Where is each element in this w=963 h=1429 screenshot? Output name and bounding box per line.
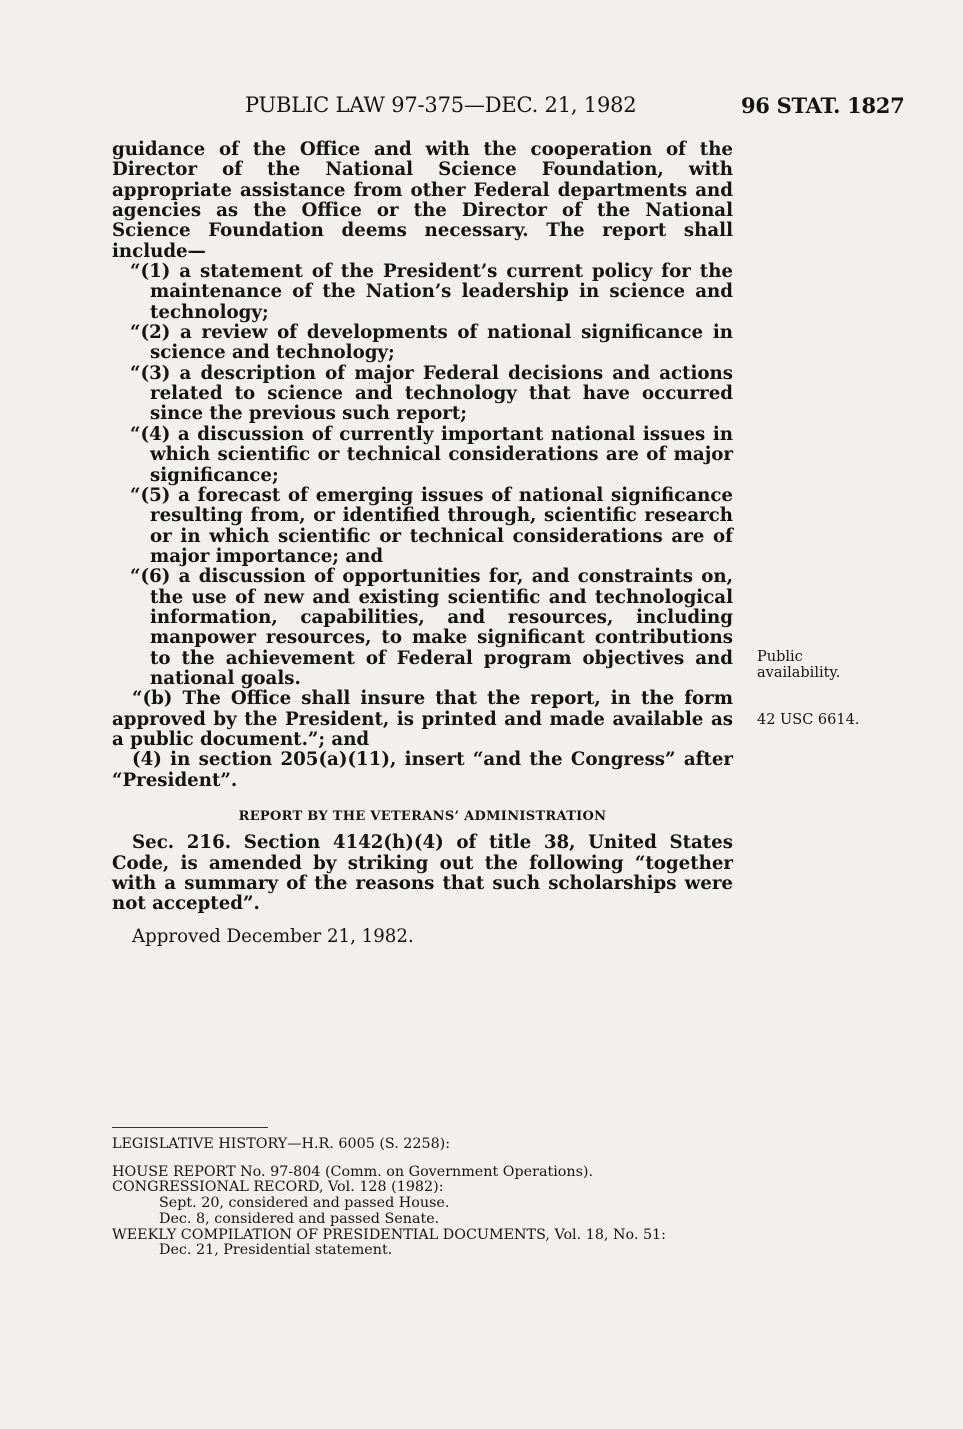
section-216-text: Section 4142(h)(4) of title 38, United States Code, is amended by striking out the following “together with a summary of the reasons that such scholarships were not accepted”. bbox=[112, 832, 733, 915]
senate-action: Dec. 8, considered and passed Senate. bbox=[159, 1210, 440, 1227]
presidential-statement: Dec. 21, Presidential statement. bbox=[159, 1242, 393, 1259]
intro-paragraph: guidance of the Office and with the cooperation of the Director of the National Science Foundation, with appropriate assistance from other Federal departments and agencies as the Office or the Director of the National Science Foundation deems necessary. The report shall include— bbox=[112, 139, 733, 262]
house-action: Sept. 20, considered and passed House. bbox=[159, 1195, 450, 1212]
list-item: “(6) a discussion of opportunities for, and constraints on, the use of new and existing scientific and technological information, capabilities, and resources, including manpower resources, to make significant contributions to the achievement of Federal program objectives and national goals. bbox=[130, 566, 733, 689]
list-item: “(1) a statement of the President’s current policy for the maintenance of the Nation’s leadership in science and technology; bbox=[130, 261, 733, 323]
margin-note-usc: 42 USC 6614. bbox=[757, 712, 860, 728]
list-item: “(2) a review of developments of national significance in science and technology; bbox=[130, 322, 733, 364]
list-item: “(3) a description of major Federal decisions and actions related to science and technology that have occurred since the previous such report; bbox=[130, 362, 733, 425]
weekly-compilation: WEEKLY COMPILATION OF PRESIDENTIAL DOCUMENTS, Vol. 18, No. 51: bbox=[112, 1226, 666, 1243]
paragraph-b: “(b) The Office shall insure that the report, in the form approved by the President, is printed and made available as a public document.”; and bbox=[112, 688, 733, 750]
house-report: HOUSE REPORT No. 97-804 (Comm. on Government Operations). bbox=[112, 1163, 594, 1180]
list-item: “(4) a discussion of currently important national issues in which scientific or technical considerations are of major significance; bbox=[130, 423, 733, 486]
legislative-history bbox=[112, 1137, 666, 1259]
paragraph-4: (4) in section 205(a)(11), insert “and the Congress” after “President”. bbox=[112, 749, 733, 791]
section-heading: REPORT BY THE VETERANS’ ADMINISTRATION bbox=[238, 809, 607, 824]
section-label: Sec. 216. bbox=[132, 832, 232, 854]
margin-note-public-availability: Public availability. bbox=[757, 649, 841, 681]
approved-date: Approved December 21, 1982. bbox=[132, 925, 414, 947]
page-header-stat: 96 STAT. 1827 bbox=[741, 93, 905, 118]
legislative-history-heading: LEGISLATIVE HISTORY—H.R. 6005 (S. 2258): bbox=[112, 1136, 451, 1152]
list-item: “(5) a forecast of emerging issues of national significance resulting from, or identified through, scientific research or in which scientific or technical considerations are of major importance; and bbox=[130, 484, 733, 567]
body-text bbox=[112, 140, 733, 947]
congressional-record: CONGRESSIONAL RECORD, Vol. 128 (1982): bbox=[112, 1179, 444, 1196]
section-216-paragraph bbox=[112, 833, 733, 914]
page-header-title: PUBLIC LAW 97-375—DEC. 21, 1982 bbox=[245, 93, 637, 117]
footnote-divider bbox=[112, 1127, 268, 1128]
